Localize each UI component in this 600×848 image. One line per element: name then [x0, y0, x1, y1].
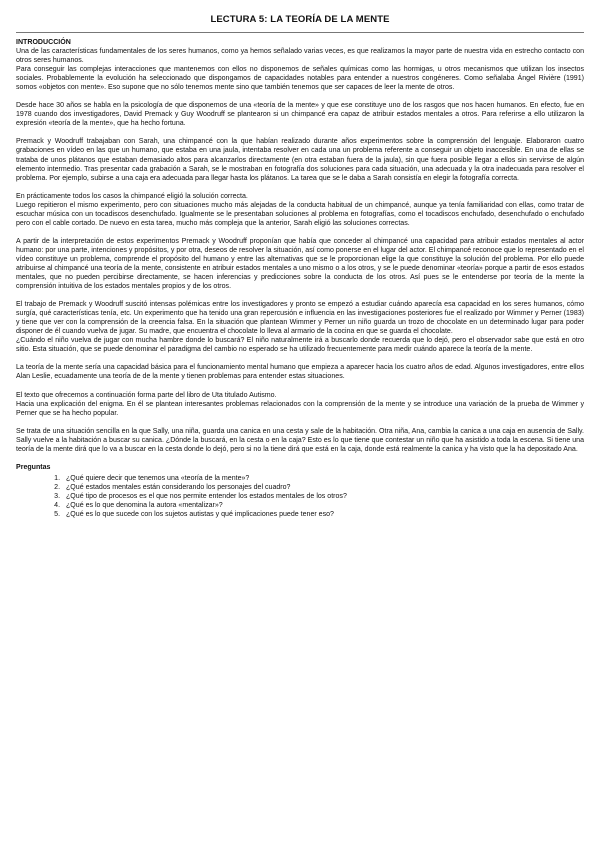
paragraph-5: En prácticamente todos los casos la chimpancé eligió la solución correcta.: [16, 192, 248, 200]
questions-heading: Preguntas: [16, 463, 51, 471]
paragraph-9: ¿Cuándo el niño vuelva de jugar con mucha hambre donde lo buscará? El niño naturalmente irá a buscarlo donde recuerda que lo dejó, pero el observador sabe que está en otro sitio. Esta situación, que se puede denominar el paradigma del cambio no esperado se ha utilizado frecuentemente para medir cuándo aparece la teoría de la mente.: [16, 337, 584, 354]
question-item: 2. ¿Qué estados mentales están considerando los personajes del cuadro?: [62, 483, 584, 492]
paragraph-2: Para conseguir las complejas interacciones que mantenemos con ellos no disponemos de señales químicas como las hormigas, u otros mecanismos que utilizan los insectos sociales. Probablemente la evolución ha seleccionado que dispongamos de capacidades notables para entender a nuestros congéneres. Como señalaba Ángel Rivière (1991) somos «objetos con mente». Eso supone que no sólo tenemos mente sino que también tenemos que ser capaces de leer la mente de otros.: [16, 66, 584, 92]
intro-heading: INTRODUCCIÓN: [16, 39, 71, 46]
paragraph-12: Hacia una explicación del enigma. En él se plantean interesantes problemas relacionados con la comprensión de la mente y se introduce una variación de la prueba de Wimmer y Perner que se ha hecho popular.: [16, 400, 584, 417]
question-item: 1. ¿Qué quiere decir que tenemos una «teoría de la mente»?: [62, 474, 584, 483]
question-item: 5. ¿Qué es lo que sucede con los sujetos autistas y qué implicaciones puede tener eso?: [62, 510, 584, 519]
paragraph-3: Desde hace 30 años se habla en la psicología de que disponemos de una «teoría de la mente» y que ese constituye uno de los rasgos que nos hacen humanos. En efecto, fue en 1978 cuando dos investigadores, David Premack y Guy Woodruff se plantearon si un chimpancé era capaz de atribuir estados mentales a otros. Para referirse a ello utilizaron la expresión «teoría de la mente», que ha hecho fortuna.: [16, 102, 584, 128]
paragraph-8: El trabajo de Premack y Woodruff suscitó intensas polémicas entre los investigadores y pronto se empezó a estudiar cuándo aparecía esa capacidad en los seres humanos, cómo surgía, qué características tenía, etc. Un experimento que ha tenido una gran repercusión e influencia en las investigaciones posteriores fue el realizado por Wimmer y Perner (1983) y tiene que ver con la comprensión de la creencia falsa. En la situación que plantean Wimmer y Perner un niño guarda un trozo de chocolate en un determinado lugar para poder disponer de él cuando vuelva de jugar. Su madre, que encuentra el chocolate lo lleva al armario de la cocina en que se guarda el chocolate.: [16, 301, 584, 336]
questions-list: [16, 474, 584, 519]
title-divider: [16, 32, 584, 33]
paragraph-1: Una de las características fundamentales de los seres humanos, como ya hemos señalado varias veces, es que realizamos la mayor parte de nuestra vida en estrecho contacto con otros seres humanos.: [16, 48, 584, 65]
paragraph-13: Se trata de una situación sencilla en la que Sally, una niña, guarda una canica en una cesta y sale de la habitación. Otra niña, Ana, cambia la canica a una caja en ausencia de Sally. Sally vuelve a la habitación a buscar su canica. ¿Dónde la buscará, en la cesta o en la caja? Esto es lo que tiene que contestar un niño que ha asistido a toda la escena. Si tiene una teoría de la mente dirá que lo va a buscar en la cesta donde lo dejó, pero si no la tiene dirá que está en la caja, donde está realmente la canica y ha visto que la ha depositado Ana.: [16, 427, 584, 453]
paragraph-6: Luego repitieron el mismo experimento, pero con situaciones mucho más alejadas de la conducta habitual de un chimpancé, aunque ya tenía familiaridad con ellas, como tratar de escuchar música con un tocadiscos desenchufado. Igualmente se le presentaban soluciones al problema en fotografías, como el tocadiscos enchufado, desenchufado o enchufado pero con el cable cortado. De nuevo en esta tarea, mucho más compleja que la anterior, Sarah eligió las soluciones correctas.: [16, 201, 584, 227]
paragraph-10: La teoría de la mente sería una capacidad básica para el funcionamiento mental humano que empieza a aparecer hacia los cuatro años de edad. Algunos investigadores, entre ellos Alan Leslie, ecuadamente una teoría de de la mente y tienen problemas para entender estas situaciones.: [16, 364, 584, 381]
page-title: LECTURA 5: LA TEORÍA DE LA MENTE: [210, 14, 390, 25]
paragraph-7: A partir de la interpretación de estos experimentos Premack y Woodruff proponían que había que conceder al chimpancé una capacidad para atribuir estados mentales al actor humano: por una parte, intenciones y propósitos, y por otra, deseos de resolver la situación, así como ponerse en el lugar del actor. El chimpancé reconoce que lo representado en el vídeo constituye un problema, comprende el propósito del humano y entre las alternativas que se le proporcionan elige la que constituye la solución del problema. Por ello puede atribuirse al chimpancé una teoría de la mente, consistente en atribuir estados mentales a uno mismo o a los otros, y se le puede denominar «teoría» porque a partir de esos estados mentales, que no pueden percibirse directamente, se hacen inferencias y predicciones sobre la conducta de los otros. Así pues se le entenderse por teoría de la mente la comprensión intuitiva de los estados mentales propios y de los otros.: [16, 237, 584, 291]
question-item: 4. ¿Qué es lo que denomina la autora «mentalizar»?: [62, 501, 584, 510]
paragraph-11: El texto que ofrecemos a continuación forma parte del libro de Uta titulado Autismo.: [16, 391, 277, 399]
question-item: 3. ¿Qué tipo de procesos es el que nos permite entender los estados mentales de los otros?: [62, 492, 584, 501]
paragraph-4: Premack y Woodruff trabajaban con Sarah, una chimpancé con la que habían realizado durante años experimentos sobre la comprensión del lenguaje. Elaboraron cuatro grabaciones en vídeo en las que un humano, que estaba en una jaula, intentaba resolver en cada una un problema referente a conseguir un objeto inaccesible. En una de ellas se trataba de unos plátanos que estaban demasiado altos para alcanzarlos directamente (en otra estaban fuera de la jaula), sin que fuera posible llegar a ellos sin servirse de algún elemento intermedio. Tras presentar cada grabación a Sarah, se le mostraban en fotografía dos soluciones para cada situación, una adecuada y la otra inadecuada para resolver el problema. Por ejemplo, subirse a una caja era adecuada para llegar hasta los plátanos. La tarea que se le daba a Sarah consistía en elegir la fotografía correcta.: [16, 138, 584, 182]
